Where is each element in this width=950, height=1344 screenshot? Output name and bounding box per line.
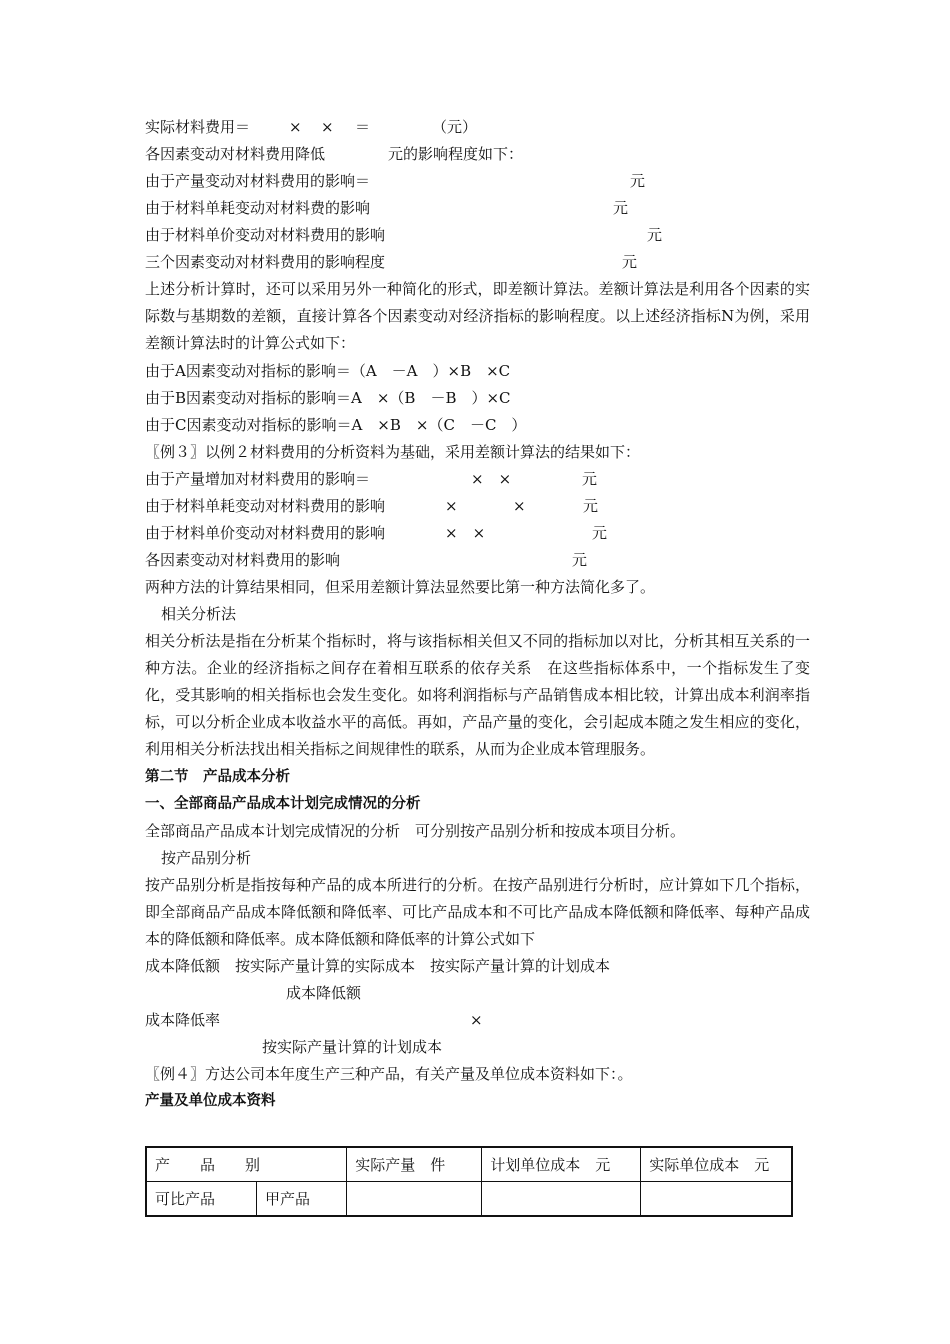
formula-line: 由于B因素变动对指标的影响＝A ×（B －B ）×C <box>145 388 511 407</box>
text: 由于产量变动对材料费用的影响＝ <box>145 172 371 190</box>
text: 成本降低额 <box>286 984 362 1003</box>
document-body <box>145 114 810 1115</box>
text-line <box>145 114 810 141</box>
text: 实际材料费用＝ <box>145 118 251 136</box>
text: × × <box>471 469 512 488</box>
text: 按实际产量计算的计划成本 <box>262 1038 443 1057</box>
text-line <box>145 520 810 547</box>
text: × <box>445 496 458 515</box>
example-heading: 〖例４〗方达公司本年度生产三种产品，有关产量及单位成本资料如下：。 <box>145 1065 633 1084</box>
text: 由于材料单耗变动对材料费用的影响 <box>145 496 386 515</box>
text-line <box>145 547 810 574</box>
table-cell: 可比产品 <box>146 1182 257 1217</box>
table-cell: 甲产品 <box>257 1182 347 1217</box>
table-cell <box>641 1182 792 1217</box>
example-heading: 〖例３〗以例２材料费用的分析资料为基础，采用差额计算法的结果如下： <box>145 442 641 461</box>
formula-line: 由于A因素变动对指标的影响＝（A －A ）×B ×C <box>145 361 511 380</box>
text: 各因素变动对材料费用的影响 <box>145 550 341 569</box>
text: 元 <box>622 253 638 271</box>
text: × <box>289 118 302 136</box>
table-row <box>146 1147 792 1182</box>
text: 由于产量增加对材料费用的影响＝ <box>145 469 371 488</box>
text: 元 <box>630 172 646 190</box>
table-cell <box>482 1182 641 1217</box>
section-heading: 按产品别分析 <box>161 848 252 867</box>
text: 元 <box>582 469 598 488</box>
sub-heading: 一、全部商品产品成本计划完成情况的分析 <box>145 795 421 812</box>
formula-line: 成本降低额 按实际产量计算的实际成本 按实际产量计算的计划成本 <box>145 957 611 976</box>
formula-line: 由于C因素变动对指标的影响＝A ×B ×（C －C ） <box>145 415 527 434</box>
section-heading: 相关分析法 <box>161 604 237 623</box>
text: 成本降低率 <box>145 1011 221 1030</box>
text-line <box>145 466 810 493</box>
table-header: 实际产量 件 <box>347 1147 482 1182</box>
text-line <box>145 249 810 276</box>
text: × <box>470 1011 483 1030</box>
text: 由于材料单耗变动对材料费的影响 <box>145 199 371 217</box>
paragraph: 按产品别分析是指按每种产品的成本所进行的分析。在按产品别进行分析时，应计算如下几个指标，即全部商品产品成本降低额和降低率、可比产品成本和不可比产品成本降低额和降低率、每种产品成本的降低额和降低率。成本降低额和降低率的计算公式如下 <box>145 875 810 949</box>
text: 三个因素变动对材料费用的影响程度 <box>145 253 386 271</box>
text-line: 全部商品产品成本计划完成情况的分析 可分别按产品别分析和按成本项目分析。 <box>145 821 686 840</box>
text: 元 <box>583 496 599 515</box>
cost-table <box>145 1146 793 1217</box>
text: 元 <box>647 226 663 244</box>
text-line <box>145 168 810 195</box>
paragraph: 上述分析计算时，还可以采用另外一种简化的形式，即差额计算法。差额计算法是利用各个因素的实际数与基期数的差额，直接计算各个因素变动对经济指标的影响程度。以上述经济指标N为例，采用差额计算法时的计算公式如下： <box>145 280 810 353</box>
text-line <box>145 222 810 249</box>
text: × <box>321 118 334 136</box>
text: × × <box>445 523 486 542</box>
text: 元 <box>613 199 629 217</box>
text: 各因素变动对材料费用降低 <box>145 145 326 163</box>
table-header: 计划单位成本 元 <box>482 1147 641 1182</box>
text-line <box>145 493 810 520</box>
fraction-line <box>145 1007 810 1034</box>
fraction-numerator <box>145 980 810 1007</box>
text: 由于材料单价变动对材料费用的影响 <box>145 226 386 244</box>
text: （元） <box>432 118 478 136</box>
text-line: 两种方法的计算结果相同，但采用差额计算法显然要比第一种方法简化多了。 <box>145 577 656 596</box>
text: ＝ <box>355 118 371 136</box>
text-line <box>145 141 810 168</box>
paragraph: 相关分析法是指在分析某个指标时，将与该指标相关但又不同的指标加以对比，分析其相互关系的一种方法。企业的经济指标之间存在着相互联系的依存关系 在这些指标体系中，一个指标发生了变化，受其影响的相关指标也会发生变化。如将利润指标与产品销售成本相比较，计算出成本利润率指标，可以分析企业成本收益水平的高低。再如，产品产量的变化，会引起成本随之发生相应的变化，利用相关分析法找出相关指标之间规律性的联系，从而为企业成本管理服务。 <box>145 631 810 759</box>
table-row <box>146 1182 792 1217</box>
table-title: 产量及单位成本资料 <box>145 1093 276 1110</box>
text: × <box>513 496 526 515</box>
table-cell <box>347 1182 482 1217</box>
text: 元 <box>572 550 588 569</box>
table-header: 产 品 别 <box>146 1147 347 1182</box>
text: 由于材料单价变动对材料费用的影响 <box>145 523 386 542</box>
text: 元的影响程度如下： <box>388 145 524 163</box>
text: 元 <box>592 523 608 542</box>
chapter-heading: 第二节 产品成本分析 <box>145 768 290 785</box>
table-header: 实际单位成本 元 <box>641 1147 792 1182</box>
text-line <box>145 195 810 222</box>
fraction-denominator <box>145 1034 810 1061</box>
